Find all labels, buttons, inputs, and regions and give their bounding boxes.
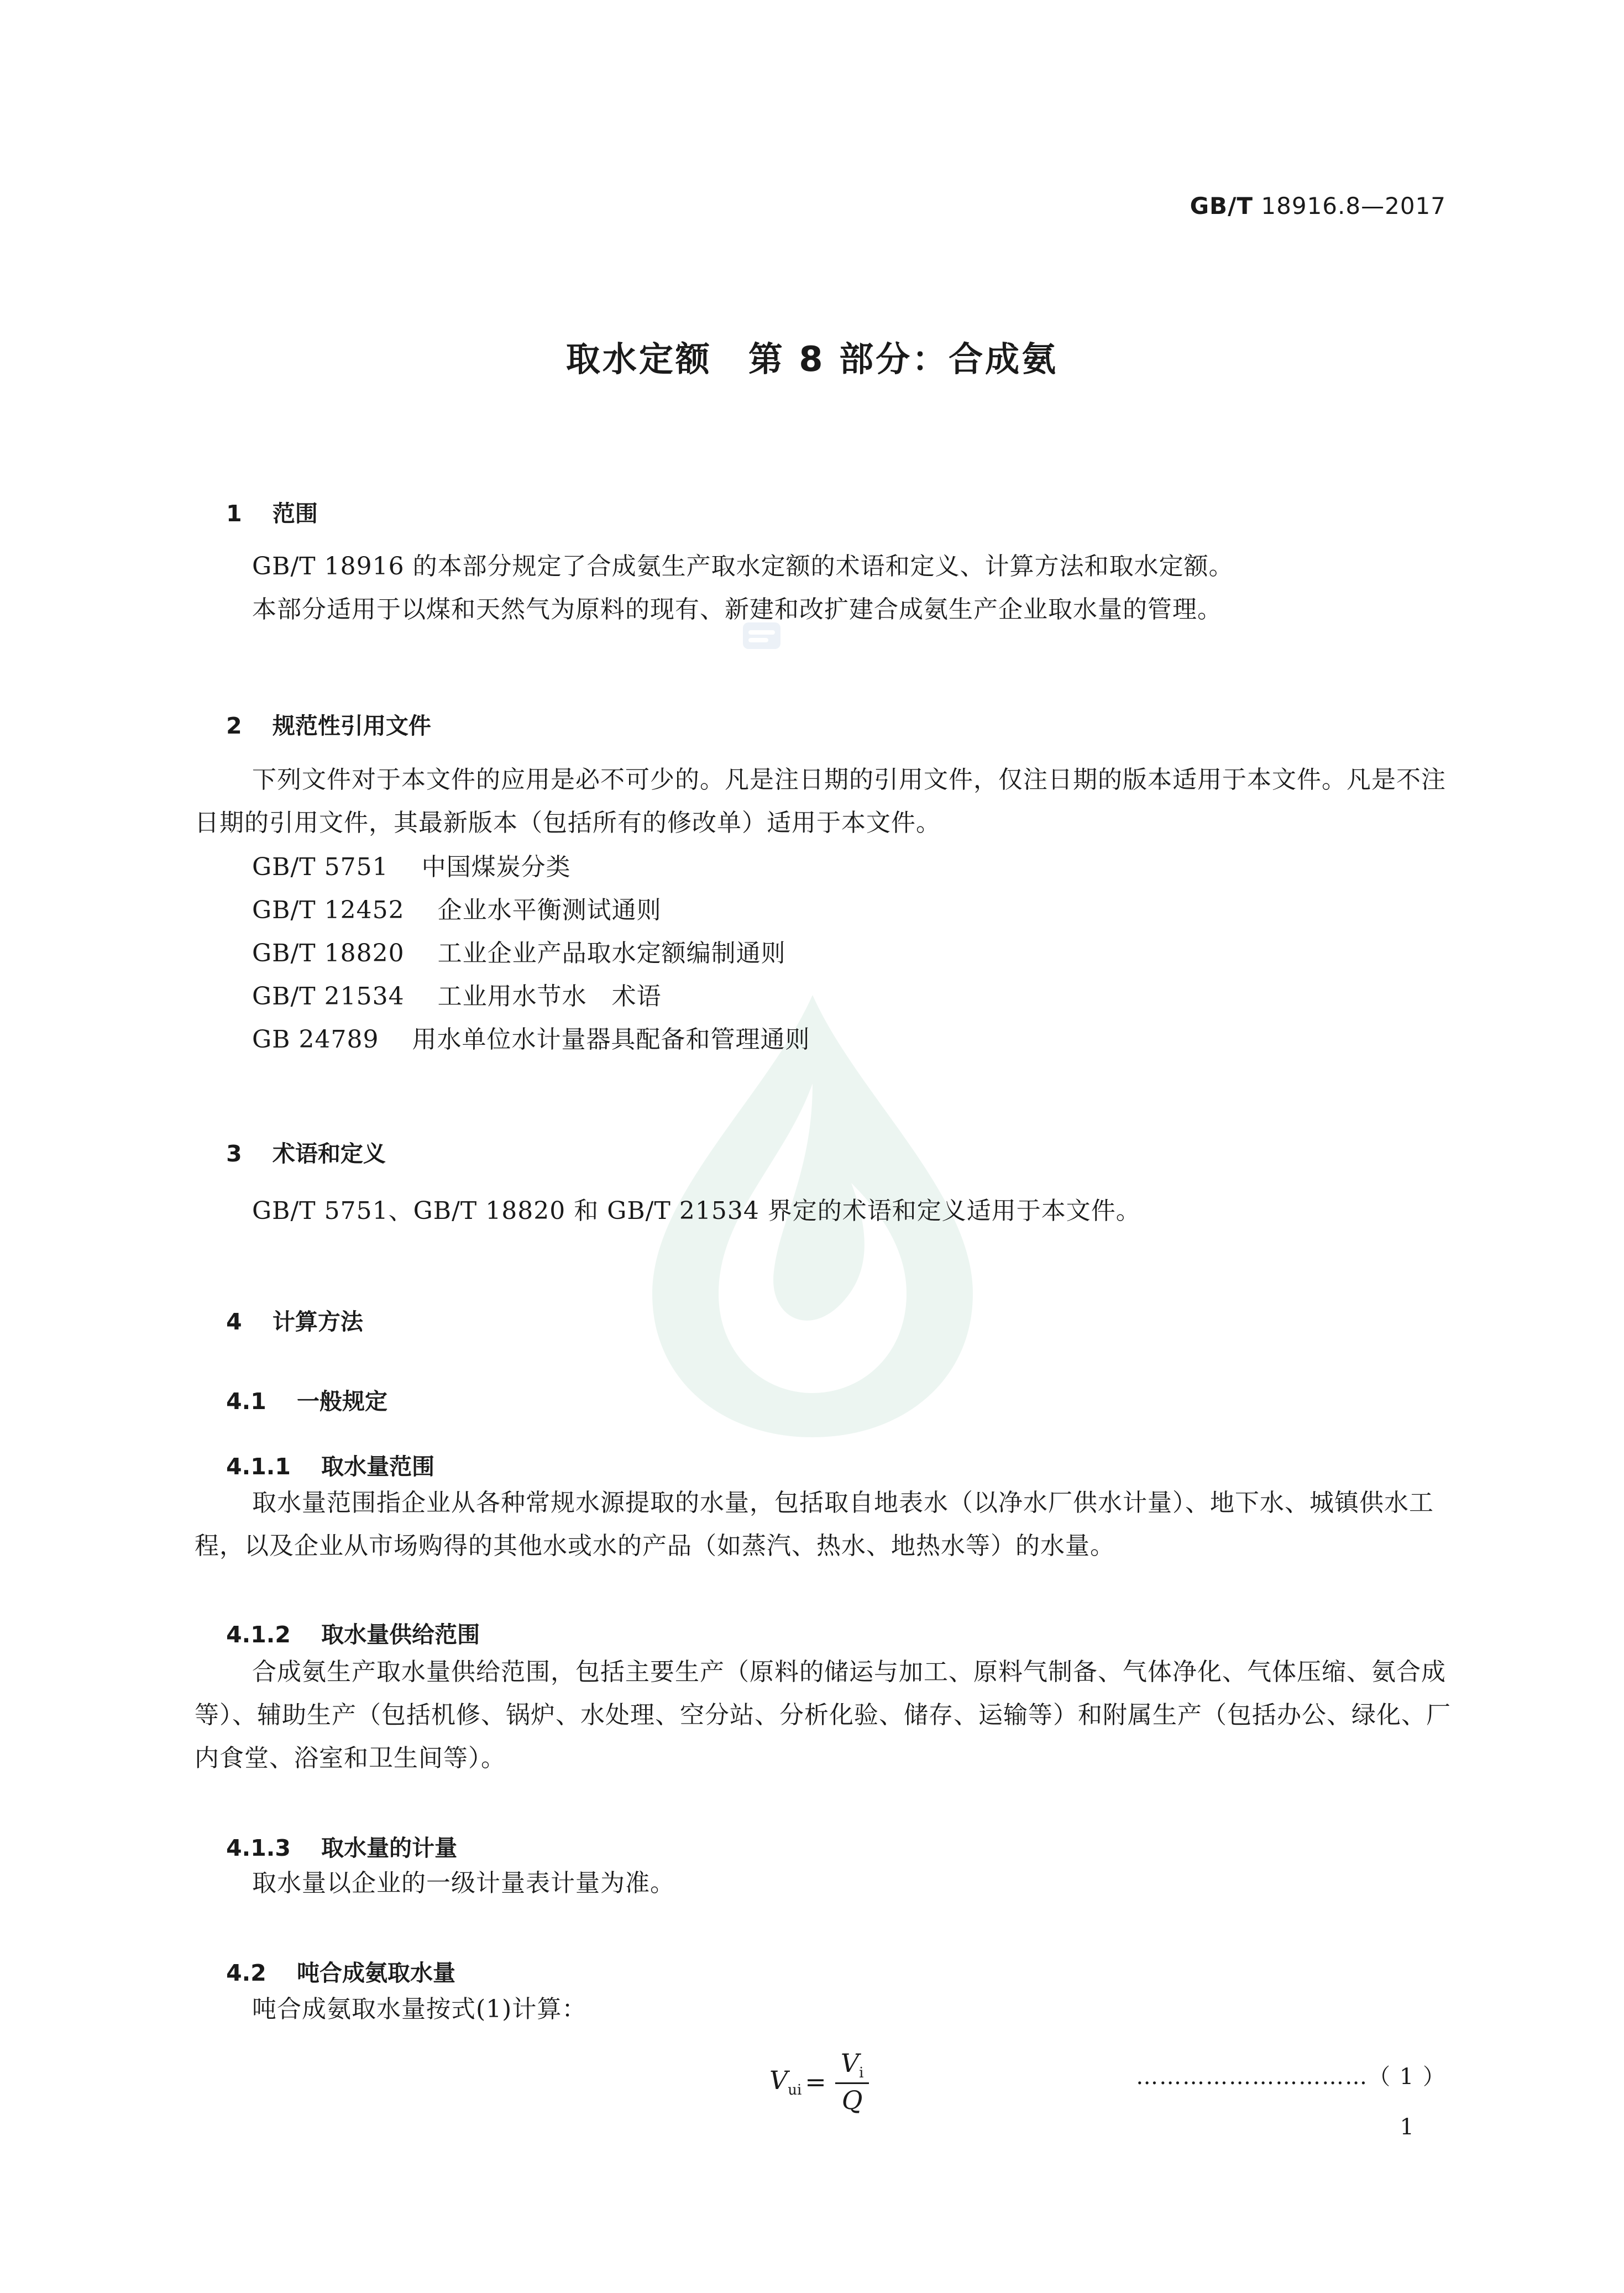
reference-code: GB/T 18820 (252, 939, 405, 967)
section-title: 吨合成氨取水量 (297, 1960, 456, 1986)
section-4-2-paragraph: 吨合成氨取水量按式(1)计算： (252, 1995, 587, 2023)
section-3-heading (195, 1109, 386, 1195)
section-4-heading (195, 1277, 363, 1363)
section-number: 3 (226, 1140, 242, 1167)
section-1-paragraph-2: 本部分适用于以煤和天然气为原料的现有、新建和改扩建合成氨生产企业取水量的管理。 (252, 595, 1222, 624)
section-number: 4.1.3 (226, 1835, 291, 1861)
reference-item (252, 847, 571, 882)
section-1-paragraph-1: GB/T 18916 的本部分规定了合成氨生产取水定额的术语和定义、计算方法和取水定额。 (252, 552, 1234, 580)
section-number: 4.1 (226, 1388, 266, 1415)
formula-numerator-symbol: V (840, 2048, 860, 2078)
formula-lhs (769, 2065, 801, 2098)
equation-number: …………………………（ 1 ） (1136, 2064, 1446, 2090)
reference-item (252, 1019, 810, 1055)
section-number: 4 (226, 1308, 242, 1335)
formula-equals: = (805, 2066, 826, 2097)
section-title: 范围 (272, 500, 318, 527)
reference-name: 中国煤炭分类 (421, 853, 571, 881)
section-1-heading (195, 469, 318, 554)
reference-code: GB/T 12452 (252, 896, 405, 924)
reference-item (252, 890, 662, 925)
formula-lhs-subscript: ui (788, 2081, 802, 2098)
section-title: 一般规定 (297, 1388, 388, 1415)
section-number: 2 (226, 713, 242, 739)
section-title: 计算方法 (272, 1308, 363, 1335)
standard-code (1190, 192, 1446, 219)
section-title: 术语和定义 (272, 1140, 386, 1167)
section-number: 4.1.2 (226, 1621, 291, 1648)
standard-code-prefix: GB/T (1190, 192, 1254, 219)
section-number: 4.2 (226, 1960, 266, 1986)
reference-code: GB/T 21534 (252, 982, 405, 1011)
page-number: 1 (1400, 2114, 1414, 2140)
formula-fraction (835, 2048, 869, 2115)
formula-numerator (835, 2048, 869, 2084)
formula-numerator-subscript: i (859, 2065, 864, 2082)
section-2-intro: 下列文件对于本文件的应用是必不可少的。凡是注日期的引用文件，仅注日期的版本适用于本文件。凡是不注日期的引用文件，其最新版本（包括所有的修改单）适用于本文件。 (195, 766, 1446, 837)
reference-name: 工业用水节水 术语 (437, 982, 662, 1011)
reference-item (252, 933, 786, 968)
reference-code: GB/T 5751 (252, 853, 389, 881)
reference-name: 工业企业产品取水定额编制通则 (437, 939, 786, 967)
section-3-paragraph: GB/T 5751、GB/T 18820 和 GB/T 21534 界定的术语和定义适用于本文件。 (252, 1197, 1141, 1225)
section-number: 1 (226, 500, 242, 527)
reference-code: GB 24789 (252, 1025, 379, 1054)
section-title: 取水量供给范围 (321, 1621, 480, 1648)
section-4-1-2-paragraph: 合成氨生产取水量供给范围，包括主要生产（原料的储运与加工、原料气制备、气体净化、气体压缩、氨合成等）、辅助生产（包括机修、锅炉、水处理、空分站、分析化验、储存、运输等）和附属生产（包括办公、绿化、厂内食堂、浴室和卫生间等）。 (195, 1658, 1451, 1772)
reference-item (252, 976, 662, 1012)
section-2-heading (195, 681, 431, 767)
section-4-1-3-paragraph: 取水量以企业的一级计量表计量为准。 (252, 1869, 675, 1897)
section-title: 取水量的计量 (321, 1835, 458, 1861)
document-title: 取水定额 第 8 部分：合成氨 (565, 339, 1059, 379)
section-4-1-1-paragraph: 取水量范围指企业从各种常规水源提取的水量，包括取自地表水（以净水厂供水计量）、地下水、城镇供水工程，以及企业从市场购得的其他水或水的产品（如蒸汽、热水、地热水等）的水量。 (195, 1489, 1434, 1560)
reference-name: 企业水平衡测试通则 (437, 896, 662, 924)
formula-1 (769, 2048, 869, 2115)
formula-denominator: Q (841, 2085, 863, 2116)
formula-lhs-symbol: V (769, 2065, 788, 2095)
standard-code-number: 18916.8—2017 (1261, 192, 1446, 219)
section-number: 4.1.1 (226, 1453, 291, 1480)
reference-name: 用水单位水计量器具配备和管理通则 (412, 1025, 810, 1054)
section-title: 规范性引用文件 (272, 713, 431, 739)
section-title: 取水量范围 (321, 1453, 435, 1480)
